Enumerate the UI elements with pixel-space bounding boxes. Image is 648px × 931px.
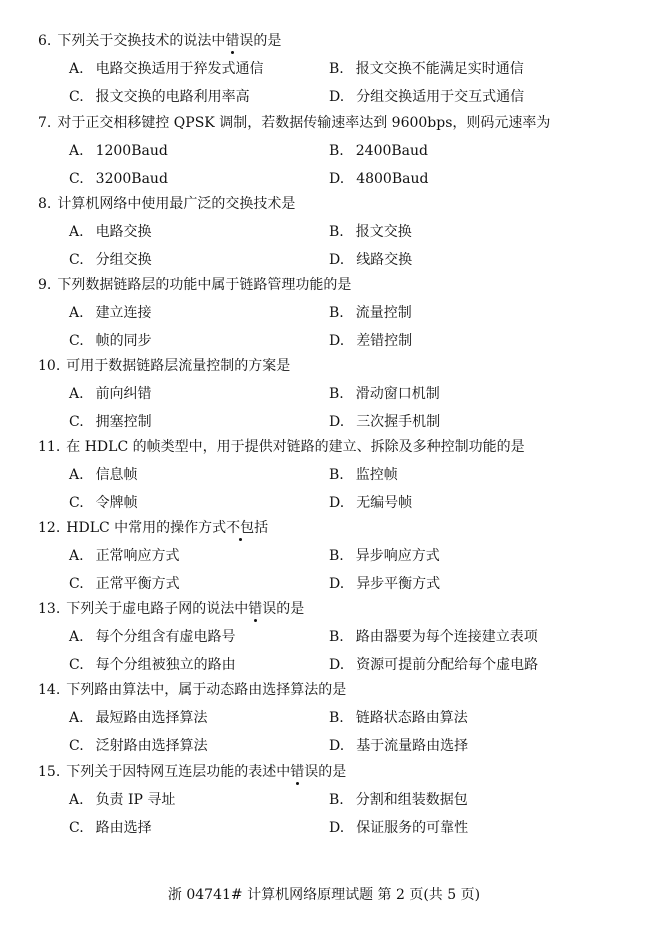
question-number: 7. xyxy=(38,115,52,131)
question-stem xyxy=(38,114,550,132)
option-letter: B. xyxy=(329,792,344,808)
option-text: 路由选择 xyxy=(95,820,152,836)
question-stem xyxy=(38,681,346,699)
option-text: 3200Baud xyxy=(95,171,168,187)
option-text: 正常响应方式 xyxy=(95,548,180,564)
option-letter: C. xyxy=(69,333,84,349)
option-letter: D. xyxy=(329,333,345,349)
stem-text: 下列关于虚电路子网的说法中 xyxy=(66,601,249,617)
option-text: 建立连接 xyxy=(95,305,152,321)
option-letter: D. xyxy=(329,414,345,430)
option-c xyxy=(69,251,152,269)
option-letter: B. xyxy=(329,710,344,726)
option-text: 电路交换适用于猝发式通信 xyxy=(95,61,264,77)
option-text: 监控帧 xyxy=(355,467,398,483)
option-letter: D. xyxy=(329,820,345,836)
option-text: 最短路由选择算法 xyxy=(95,710,208,726)
option-a xyxy=(69,547,180,565)
question-number: 6. xyxy=(38,33,52,49)
option-letter: C. xyxy=(69,820,84,836)
option-a xyxy=(69,223,152,241)
option-letter: B. xyxy=(329,305,344,321)
question-stem xyxy=(38,357,290,375)
emphasized-text: 错 xyxy=(225,33,240,49)
option-letter: A. xyxy=(69,548,84,564)
option-d xyxy=(329,737,468,755)
question-number: 12. xyxy=(38,520,61,536)
option-letter: B. xyxy=(329,61,344,77)
stem-text: 下列关于交换技术的说法中 xyxy=(57,33,226,49)
option-b xyxy=(329,385,440,403)
option-text: 链路状态路由算法 xyxy=(355,710,468,726)
option-text: 资源可提前分配给每个虚电路 xyxy=(356,657,539,673)
question-stem xyxy=(38,195,295,213)
option-letter: B. xyxy=(329,143,344,159)
option-text: 无编号帧 xyxy=(356,495,413,511)
option-text: 泛射路由选择算法 xyxy=(95,738,208,754)
option-c xyxy=(69,737,208,755)
option-letter: A. xyxy=(69,143,84,159)
option-letter: C. xyxy=(69,171,84,187)
option-letter: C. xyxy=(69,738,84,754)
option-b xyxy=(329,60,524,78)
option-a xyxy=(69,709,208,727)
option-text: 线路交换 xyxy=(356,252,413,268)
option-b xyxy=(329,547,440,565)
option-a xyxy=(69,142,168,160)
option-letter: D. xyxy=(329,738,345,754)
option-letter: B. xyxy=(329,548,344,564)
question-stem xyxy=(38,276,351,294)
option-b xyxy=(329,304,412,322)
option-c xyxy=(69,819,152,837)
option-text: 分组交换 xyxy=(95,252,152,268)
option-letter: D. xyxy=(329,171,345,187)
question-number: 8. xyxy=(38,196,52,212)
option-c xyxy=(69,413,152,431)
option-text: 正常平衡方式 xyxy=(95,576,180,592)
option-text: 负责 IP 寻址 xyxy=(95,792,176,808)
option-b xyxy=(329,223,412,241)
option-letter: A. xyxy=(69,629,84,645)
option-letter: C. xyxy=(69,576,84,592)
option-a xyxy=(69,791,175,809)
stem-text: 在 HDLC 的帧类型中，用于提供对链路的建立、拆除及多种控制功能的是 xyxy=(66,439,525,455)
option-letter: A. xyxy=(69,224,84,240)
option-letter: C. xyxy=(69,657,84,673)
option-c xyxy=(69,494,138,512)
option-text: 报文交换不能满足实时通信 xyxy=(355,61,524,77)
option-d xyxy=(329,251,412,269)
option-text: 1200Baud xyxy=(95,143,168,159)
page-footer: 浙 04741# 计算机网络原理试题 第 2 页(共 5 页) xyxy=(167,887,481,903)
emphasized-text: 不包 xyxy=(226,520,255,536)
question-stem xyxy=(38,438,525,456)
question-number: 10. xyxy=(38,358,61,374)
option-a xyxy=(69,466,138,484)
option-d xyxy=(329,819,468,837)
question-number: 9. xyxy=(38,277,52,293)
option-text: 流量控制 xyxy=(355,305,412,321)
option-d xyxy=(329,494,412,512)
stem-text-end: 括 xyxy=(254,520,269,536)
option-b xyxy=(329,628,538,646)
option-d xyxy=(329,413,440,431)
option-letter: B. xyxy=(329,224,344,240)
option-d xyxy=(329,575,440,593)
option-letter: C. xyxy=(69,89,84,105)
stem-text-end: 误的是 xyxy=(262,601,305,617)
option-b xyxy=(329,142,428,160)
option-letter: D. xyxy=(329,576,345,592)
option-letter: A. xyxy=(69,792,84,808)
option-text: 4800Baud xyxy=(356,171,429,187)
option-d xyxy=(329,88,524,106)
option-d xyxy=(329,656,538,674)
option-letter: B. xyxy=(329,629,344,645)
option-letter: C. xyxy=(69,252,84,268)
stem-text-end: 误的是 xyxy=(239,33,282,49)
option-c xyxy=(69,332,152,350)
option-text: 异步平衡方式 xyxy=(356,576,441,592)
option-c xyxy=(69,656,236,674)
option-text: 2400Baud xyxy=(355,143,428,159)
question-stem xyxy=(38,32,281,50)
option-text: 每个分组含有虚电路号 xyxy=(95,629,236,645)
option-text: 保证服务的可靠性 xyxy=(356,820,469,836)
option-c xyxy=(69,88,250,106)
option-text: 每个分组被独立的路由 xyxy=(95,657,236,673)
option-letter: B. xyxy=(329,386,344,402)
option-letter: A. xyxy=(69,305,84,321)
option-b xyxy=(329,466,398,484)
option-text: 滑动窗口机制 xyxy=(355,386,440,402)
stem-text: 下列数据链路层的功能中属于链路管理功能的是 xyxy=(57,277,352,293)
option-text: 异步响应方式 xyxy=(355,548,440,564)
option-c xyxy=(69,575,180,593)
option-letter: C. xyxy=(69,414,84,430)
option-letter: A. xyxy=(69,467,84,483)
question-number: 11. xyxy=(38,439,61,455)
option-b xyxy=(329,709,468,727)
option-text: 分组交换适用于交互式通信 xyxy=(356,89,525,105)
option-text: 基于流量路由选择 xyxy=(356,738,469,754)
option-c xyxy=(69,170,168,188)
option-text: 帧的同步 xyxy=(95,333,152,349)
option-letter: A. xyxy=(69,386,84,402)
question-stem xyxy=(38,519,268,537)
option-d xyxy=(329,170,428,188)
option-text: 报文交换 xyxy=(355,224,412,240)
option-letter: C. xyxy=(69,495,84,511)
option-letter: D. xyxy=(329,657,345,673)
option-text: 差错控制 xyxy=(356,333,413,349)
option-text: 报文交换的电路利用率高 xyxy=(95,89,250,105)
option-text: 信息帧 xyxy=(95,467,138,483)
stem-text: 计算机网络中使用最广泛的交换技术是 xyxy=(57,196,296,212)
option-text: 前向纠错 xyxy=(95,386,152,402)
option-text: 电路交换 xyxy=(95,224,152,240)
option-d xyxy=(329,332,412,350)
option-a xyxy=(69,628,236,646)
stem-text: 可用于数据链路层流量控制的方案是 xyxy=(66,358,291,374)
question-number: 13. xyxy=(38,601,61,617)
option-a xyxy=(69,60,264,78)
stem-text-end: 误的是 xyxy=(304,764,347,780)
question-number: 14. xyxy=(38,682,61,698)
option-text: 路由器要为每个连接建立表项 xyxy=(355,629,538,645)
option-text: 三次握手机制 xyxy=(356,414,441,430)
option-letter: D. xyxy=(329,495,345,511)
option-a xyxy=(69,385,152,403)
stem-text: HDLC 中常用的操作方式 xyxy=(66,520,227,536)
option-text: 分割和组装数据包 xyxy=(355,792,468,808)
option-letter: D. xyxy=(329,89,345,105)
option-letter: B. xyxy=(329,467,344,483)
option-letter: A. xyxy=(69,61,84,77)
option-letter: A. xyxy=(69,710,84,726)
stem-text: 下列关于因特网互连层功能的表述中 xyxy=(66,764,291,780)
stem-text: 下列路由算法中，属于动态路由选择算法的是 xyxy=(66,682,347,698)
emphasized-text: 错 xyxy=(248,601,263,617)
option-text: 令牌帧 xyxy=(95,495,138,511)
stem-text: 对于正交相移键控 QPSK 调制，若数据传输速率达到 9600bps，则码元速率为 xyxy=(57,115,551,131)
question-number: 15. xyxy=(38,764,61,780)
question-stem xyxy=(38,600,304,618)
option-a xyxy=(69,304,152,322)
option-letter: D. xyxy=(329,252,345,268)
option-b xyxy=(329,791,468,809)
question-stem xyxy=(38,763,346,781)
option-text: 拥塞控制 xyxy=(95,414,152,430)
emphasized-text: 错 xyxy=(290,764,305,780)
